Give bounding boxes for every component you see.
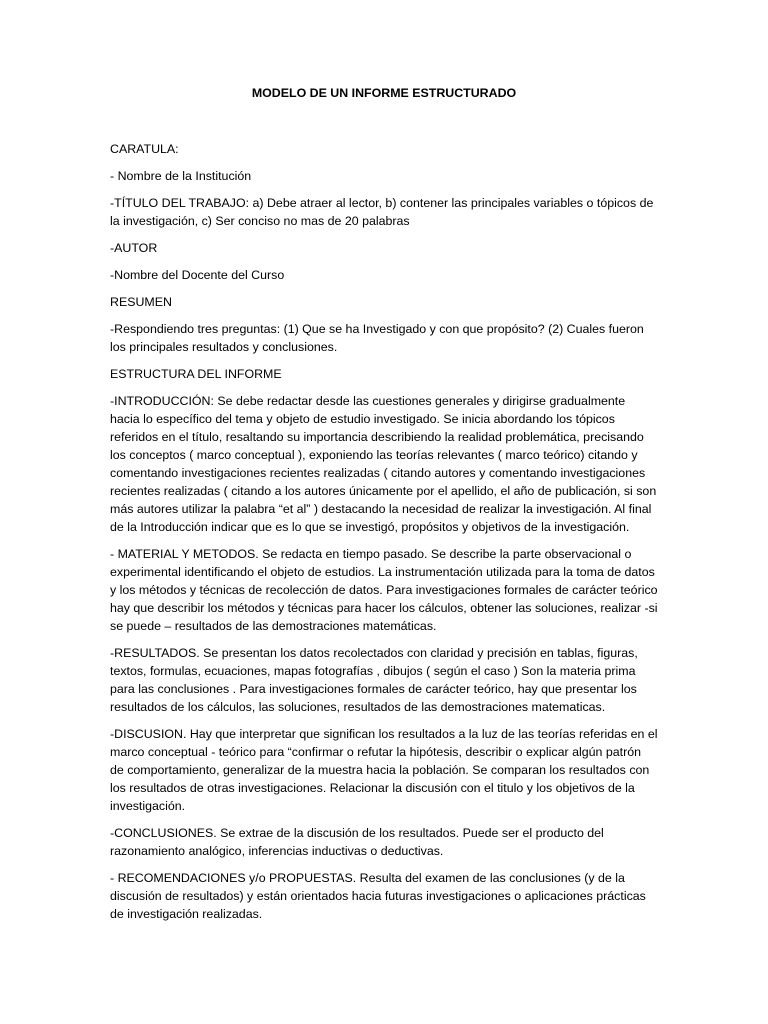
item-autor: -AUTOR	[110, 241, 158, 255]
document-title: MODELO DE UN INFORME ESTRUCTURADO	[251, 86, 517, 100]
document-body	[110, 140, 658, 932]
section-resumen: RESUMEN	[110, 295, 172, 309]
item-resumen-preguntas: -Respondiendo tres preguntas: (1) Que se ha Investigado y con que propósito? (2) Cuales fueron los principales resultados y conclusiones.	[110, 322, 644, 354]
item-conclusiones: -CONCLUSIONES. Se extrae de la discusión de los resultados. Puede ser el producto del razonamiento analógico, inferencias inductivas o deductivas.	[110, 826, 604, 858]
section-estructura: ESTRUCTURA DEL INFORME	[110, 367, 282, 381]
item-institucion: - Nombre de la Institución	[110, 169, 252, 183]
item-recomendaciones: - RECOMENDACIONES y/o PROPUESTAS. Resulta del examen de las conclusiones (y de la discusión de resultados) y están orientados hacia futuras investigaciones o aplicaciones prácticas de investigación realizadas.	[110, 871, 646, 921]
item-titulo-trabajo: -TÍTULO DEL TRABAJO: a) Debe atraer al lector, b) contener las principales variables o tópicos de la investigación, c) Ser conciso no mas de 20 palabras	[110, 196, 654, 228]
item-introduccion: -INTRODUCCIÓN: Se debe redactar desde las cuestiones generales y dirigirse gradualmente hacia lo específico del tema y objeto de estudio investigado. Se inicia abordando los tópicos referidos en el título, resaltando su importancia describiendo la realidad problemática, precisando los conceptos ( marco conceptual ), exponiendo las teorías relevantes ( marco teórico) citando y comentando investigaciones recientes realizadas ( citando autores y comentando investigaciones recientes realizadas ( citando a los autores únicamente por el apellido, el año de publicación, si son más autores utilizar la palabra “et al” ) destacando la necesidad de realizar la investigación. Al final de la Introducción indicar que es lo que se investigó, propósitos y objetivos de la investigación.	[110, 394, 657, 534]
item-discusion: -DISCUSION. Hay que interpretar que significan los resultados a la luz de las teorías referidas en el marco conceptual - teórico para “confirmar o refutar la hipótesis, describir o explicar algún patrón de comportamiento, generalizar de la muestra hacia la población. Se comparan los resultados con los resultados de otras investigaciones. Relacionar la discusión con el titulo y los objetivos de la investigación.	[110, 727, 658, 813]
item-material-metodos: - MATERIAL Y METODOS. Se redacta en tiempo pasado. Se describe la parte observacional o experimental identificando el objeto de estudios. La instrumentación utilizada para la toma de datos y los métodos y técnicas de recolección de datos. Para investigaciones formales de carácter teórico hay que describir los métodos y técnicas para hacer los cálculos, obtener las soluciones, realizar -si se puede – resultados de las demostraciones matemáticas.	[110, 547, 658, 633]
item-resultados: -RESULTADOS. Se presentan los datos recolectados con claridad y precisión en tablas, figuras, textos, formulas, ecuaciones, mapas fotografías , dibujos ( según el caso ) Son la materia prima para las conclusiones . Para investigaciones formales de carácter teórico, hay que presentar los resultados de los cálculos, las soluciones, resultados de las demostraciones matematicas.	[110, 646, 638, 714]
section-caratula: CARATULA:	[110, 142, 179, 156]
item-docente: -Nombre del Docente del Curso	[110, 268, 285, 282]
